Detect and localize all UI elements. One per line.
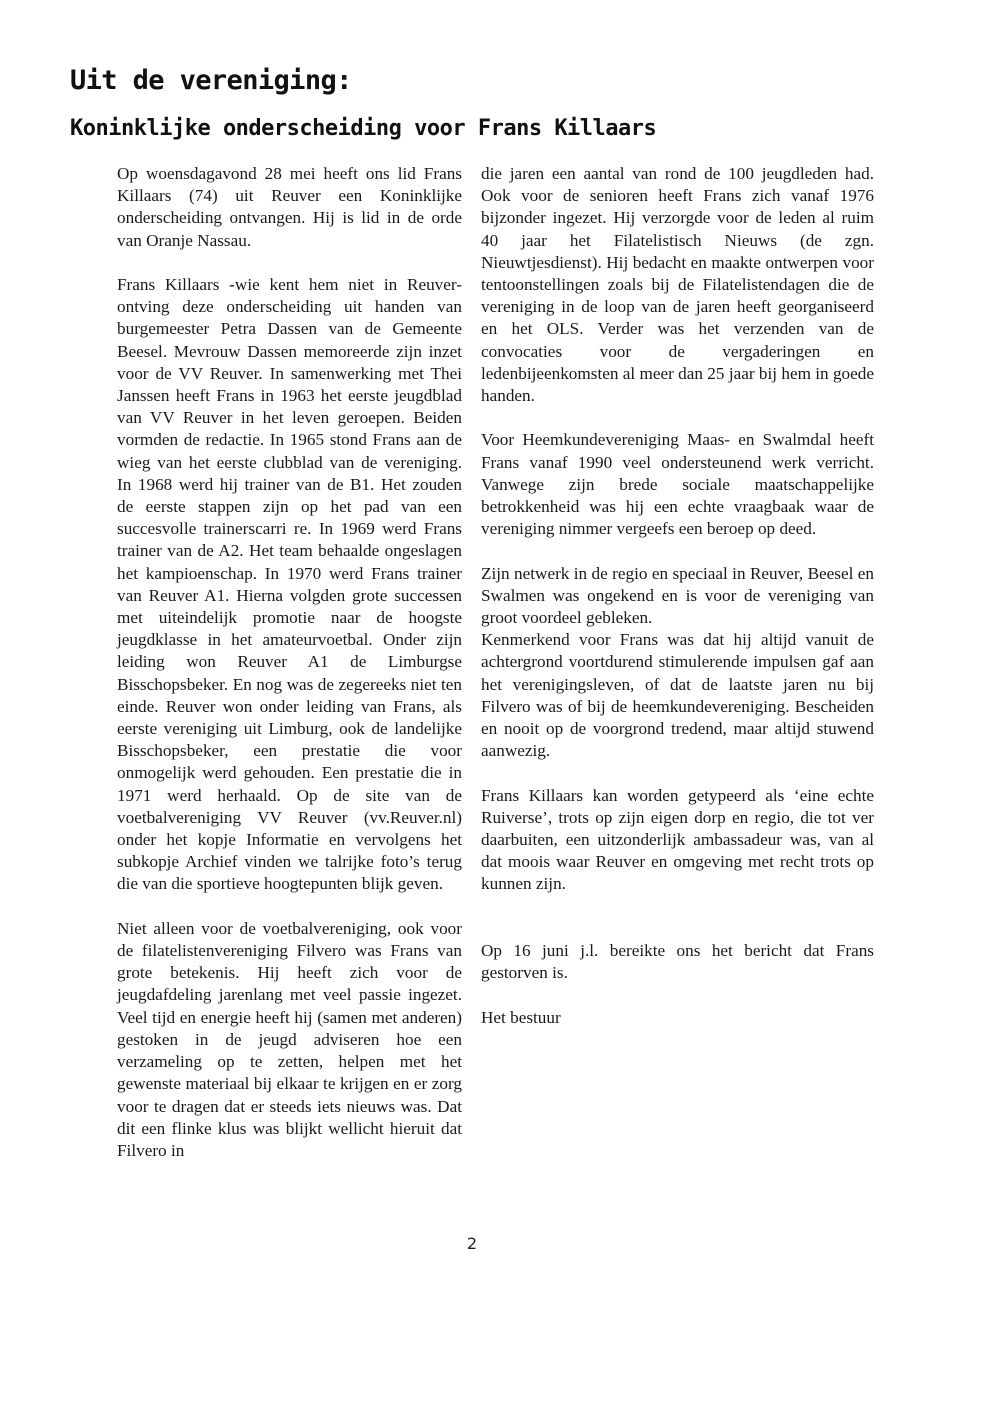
paragraph: die jaren een aantal van rond de 100 jeugdleden had. Ook voor de senioren heeft Frans zich vanaf 1976 bijzonder ingezet. Hij verzorgde voor de leden al ruim 40 jaar het Filatelistisch Nieuws (de zgn. Nieuwtjesdienst). Hij bedacht en maakte ontwerpen voor tentoonstellingen zoals bij de Filatelistendagen die de vereniging in de loop van de jaren heeft georganiseerd en het OLS. Verder was het verzenden van de convocaties voor de vergaderingen en ledenbijeenkomsten al meer dan 25 jaar bij hem in goede handen. xyxy=(481,164,874,406)
article-column-right xyxy=(481,163,874,1029)
page-title: Uit de vereniging: xyxy=(70,65,352,96)
article-column-left xyxy=(117,163,462,1162)
paragraph: Op 16 juni j.l. bereikte ons het bericht dat Frans gestorven is. xyxy=(481,941,874,983)
paragraph: Voor Heemkundevereniging Maas- en Swalmdal heeft Frans vanaf 1990 veel ondersteunend werk verricht. Vanwege zijn brede sociale maatschappelijke betrokkenheid was hij een echte vraagbaak waar de vereniging nimmer vergeefs een beroep op deed. xyxy=(481,430,874,539)
signature: Het bestuur xyxy=(481,1007,561,1027)
paragraph: Frans Killaars -wie kent hem niet in Reuver- ontving deze onderscheiding uit handen van burgemeester Petra Dassen van de Gemeente Beesel. Mevrouw Dassen memoreerde zijn inzet voor de VV Reuver. In samenwerking met Thei Janssen heeft Frans in 1963 het eerste jeugdblad van VV Reuver in het leven geroepen. Beiden vormden de redactie. In 1965 stond Frans aan de wieg van het eerste clubblad van de vereniging. In 1968 werd hij trainer van de B1. Het zouden de eerste stappen zijn op het pad van een succesvolle trainerscarri re. In 1969 werd Frans trainer van de A2. Het team behaalde ongeslagen het kampioenschap. In 1970 werd Frans trainer van Reuver A1. Hierna volgden grote successen met uiteindelijk promotie naar de hoogste jeugdklasse in het amateurvoetbal. Onder zijn leiding won Reuver A1 de Limburgse Bisschopsbeker. En nog was de zegereeks niet ten einde. Reuver won onder leiding van Frans, als eerste vereniging uit Limburg, ook de landelijke Bisschopsbeker, een prestatie die voor onmogelijk werd gehouden. Een prestatie die in 1971 werd herhaald. Op de site van de voetbalvereniging VV Reuver (vv.Reuver.nl) onder het kopje Informatie en vervolgens het subkopje Archief vinden we talrijke foto’s terug die van die sportieve hoogtepunten blijk geven. xyxy=(117,275,462,894)
paragraph: Kenmerkend voor Frans was dat hij altijd vanuit de achtergrond voortdurend stimulerende impulsen gaf aan het verenigingsleven, of dat de laatste jaren nu bij Filvero was of bij de heemkundevereniging. Bescheiden en nooit op de voorgrond tredend, maar altijd stuwend aanwezig. xyxy=(481,630,874,761)
paragraph: Zijn netwerk in de regio en speciaal in Reuver, Beesel en Swalmen was ongekend en is voor de vereniging van groot voordeel gebleken. xyxy=(481,563,874,628)
paragraph: Niet alleen voor de voetbalvereniging, ook voor de filatelistenvereniging Filvero was Frans van grote betekenis. Hij heeft zich voor de jeugdafdeling jarenlang met veel passie ingezet. Veel tijd en energie heeft hij (samen met anderen) gestoken in de jeugd adviseren hoe een verzameling op te zetten, helpen met het gewenste materiaal bij elkaar te krijgen en er zorg voor te dragen dat er steeds iets nieuws was. Dat dit een flinke klus was blijkt wellicht hieruit dat Filvero in xyxy=(117,918,462,1160)
page-number: 2 xyxy=(466,1234,478,1253)
paragraph: Frans Killaars kan worden getypeerd als ‘eine echte Ruiverse’, trots op zijn eigen dorp en regio, die tot ver daarbuiten, een uitzonderlijk ambassadeur was, van al dat moois waar Reuver en omgeving met recht trots op kunnen zijn. xyxy=(481,785,874,894)
article-subtitle: Koninklijke onderscheiding voor Frans Killaars xyxy=(70,116,657,141)
paragraph: Op woensdagavond 28 mei heeft ons lid Frans Killaars (74) uit Reuver een Koninklijke onderscheiding ontvangen. Hij is lid in de orde van Oranje Nassau. xyxy=(117,164,462,250)
